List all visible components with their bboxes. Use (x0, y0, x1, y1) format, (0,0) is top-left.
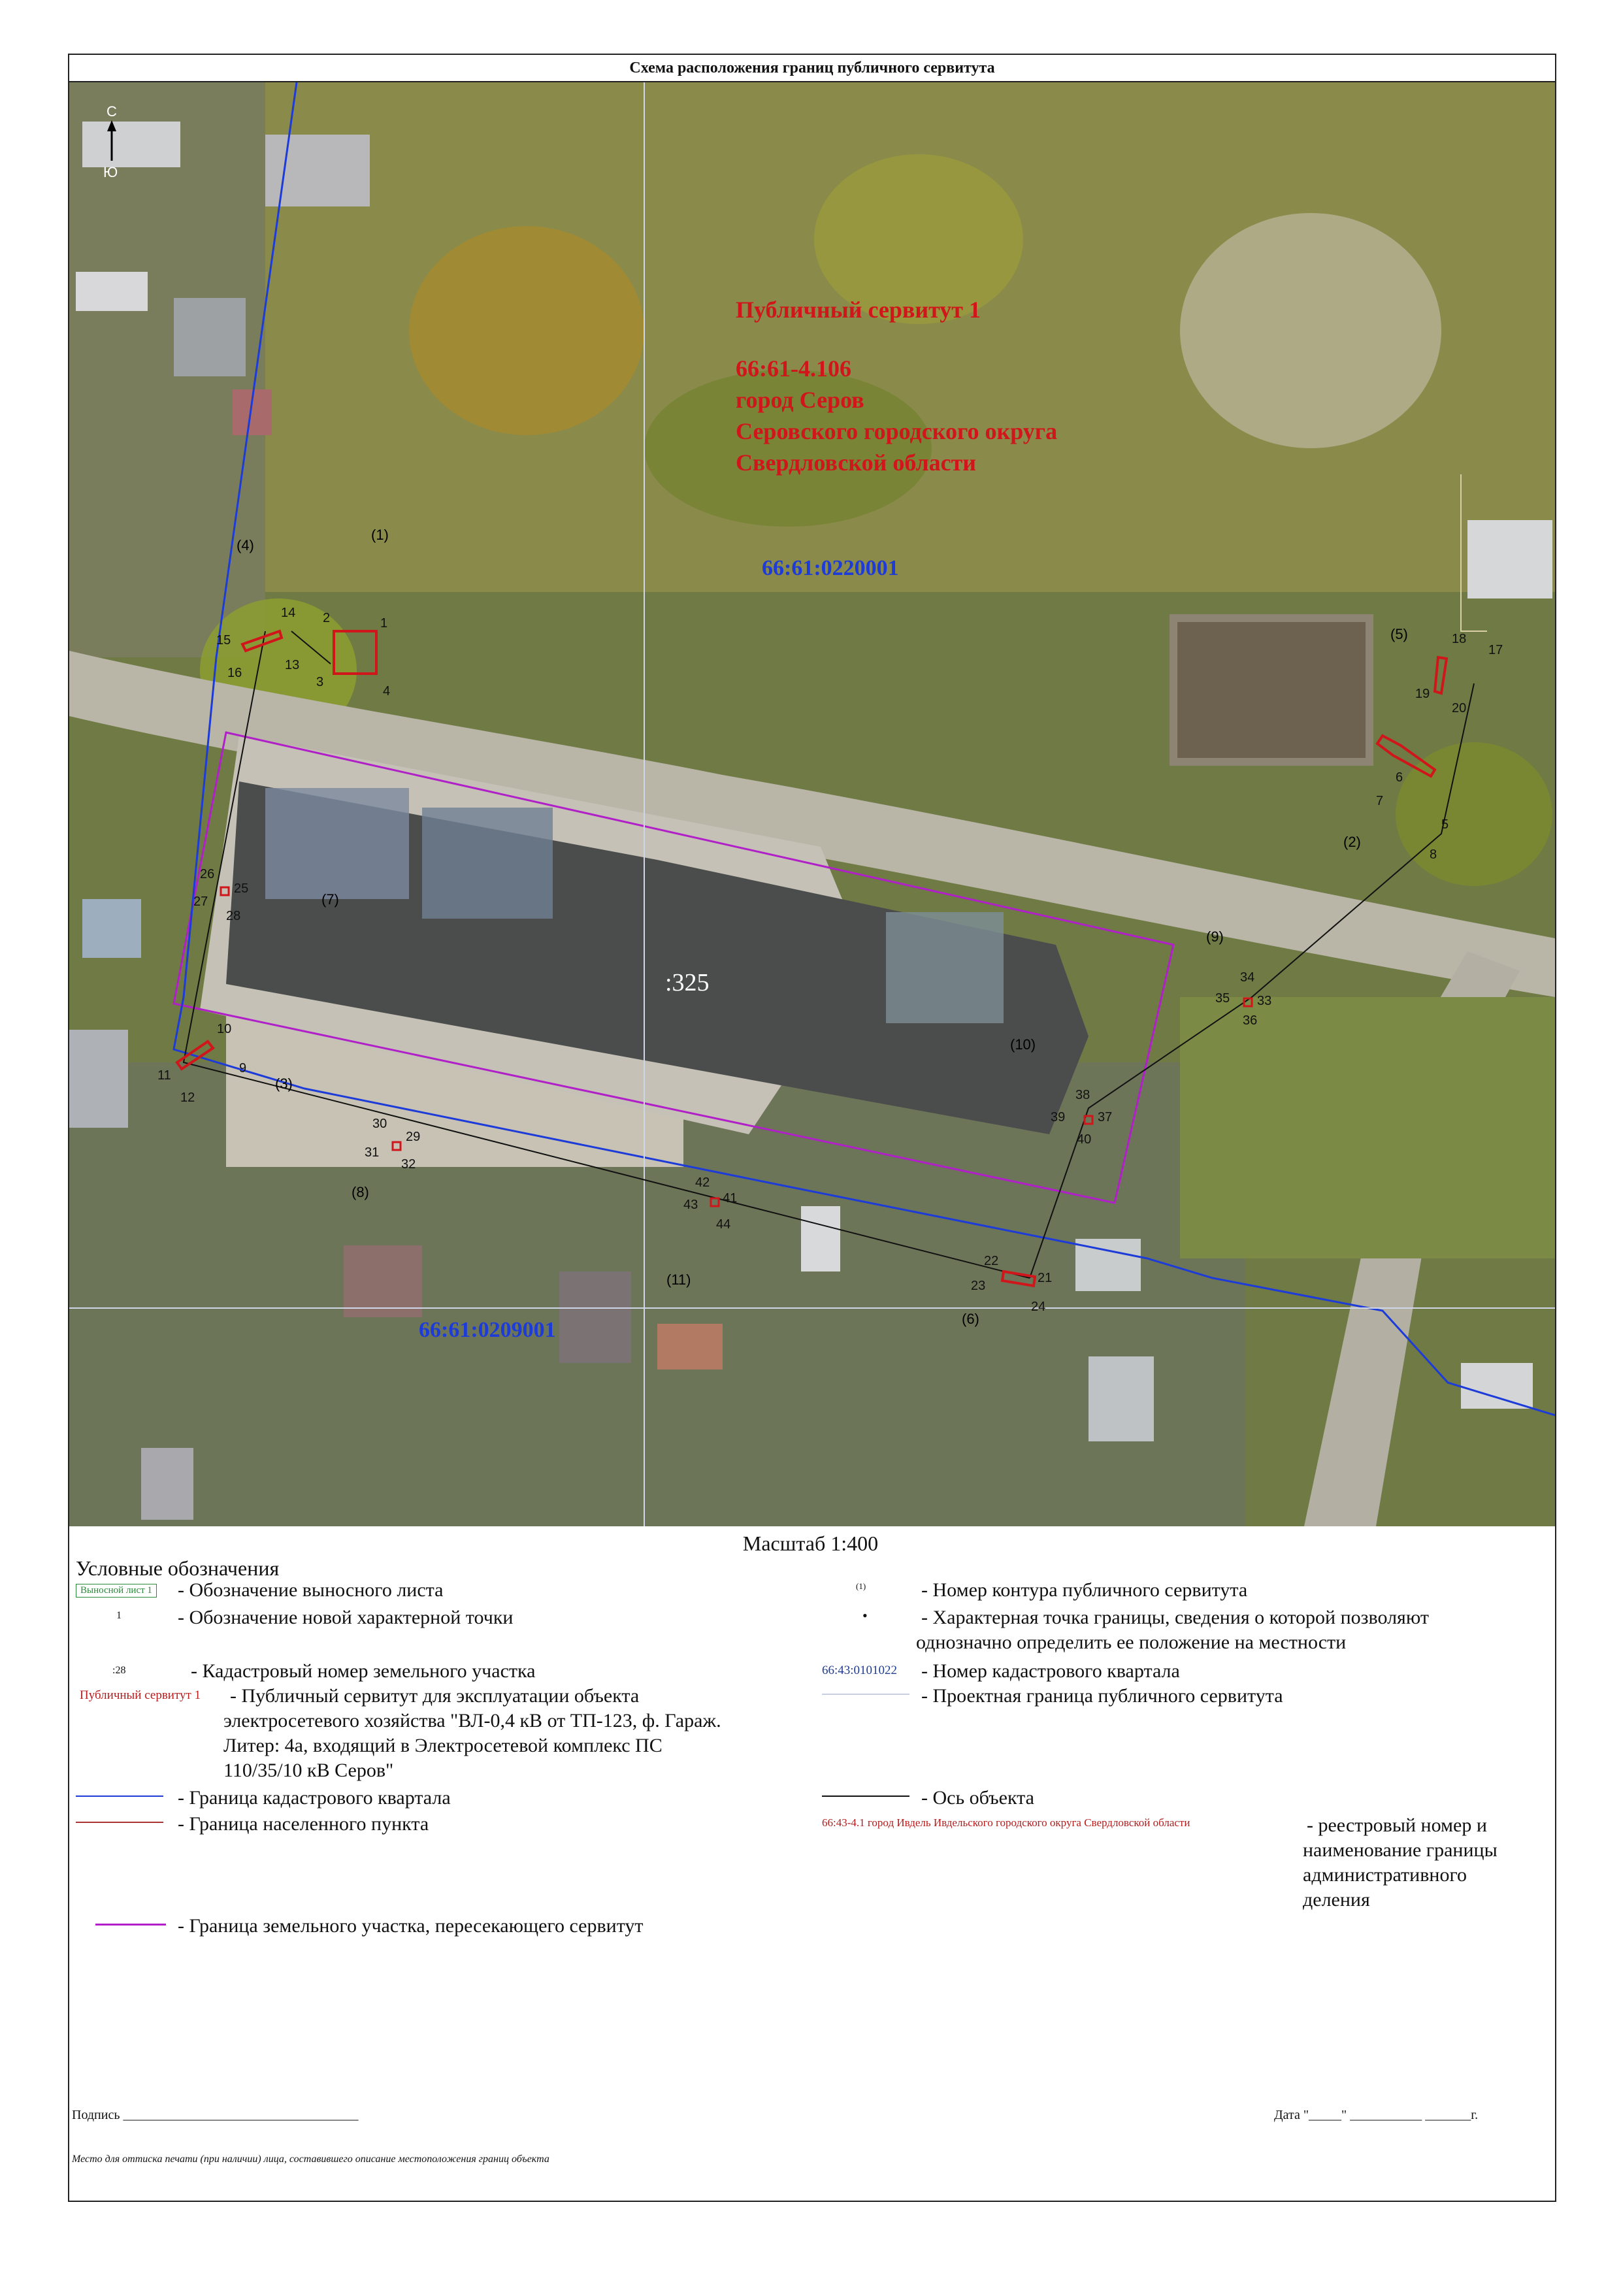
point-label: 41 (723, 1191, 738, 1205)
legend-admin-text: деления (1303, 1889, 1370, 1911)
legend-quarter-sample: 66:43:0101022 (822, 1664, 898, 1677)
point-label: 42 (695, 1175, 710, 1190)
point-label: 44 (716, 1217, 731, 1232)
point-label: 25 (234, 881, 249, 896)
point-label: 35 (1215, 991, 1230, 1006)
point-label: 21 (1038, 1271, 1053, 1285)
legend-contour-text: - Номер контура публичного сервитута (921, 1579, 1248, 1601)
point-label: 22 (984, 1254, 999, 1268)
point-label: 27 (193, 894, 208, 909)
house-roof (82, 122, 180, 167)
house-roof (82, 899, 141, 958)
legend-admin-sample: 66:43-4.1 город Ивдель Ивдельского городского округа Свердловской области (822, 1816, 1190, 1829)
legend-servitude-text: 110/35/10 кВ Серов" (223, 1760, 394, 1781)
legend-settlement-line (76, 1822, 163, 1823)
point-label: 30 (372, 1117, 387, 1131)
legend-sheet-text: - Обозначение выносного листа (178, 1579, 444, 1601)
point-label: 3 (316, 675, 324, 689)
contour-number: (9) (1206, 928, 1224, 945)
contour-number: (2) (1343, 834, 1361, 850)
point-label: 36 (1243, 1013, 1258, 1028)
legend-project-line (822, 1694, 909, 1695)
servitude-line: Свердловской области (736, 450, 977, 476)
point-label: 14 (281, 606, 296, 620)
legend-quarter-text: - Номер кадастрового квартала (921, 1660, 1180, 1682)
contour-number: (4) (237, 537, 254, 553)
point-label: 5 (1441, 817, 1449, 832)
point-label: 31 (365, 1145, 380, 1160)
house-roof (657, 1324, 723, 1369)
legend-point-sample: 1 (116, 1610, 122, 1621)
point-label: 17 (1488, 643, 1503, 657)
signature-field: Подпись ____________________________________ (72, 2108, 359, 2122)
contour-number: (10) (1010, 1036, 1036, 1053)
map-canvas (69, 82, 1555, 1526)
house-roof (1461, 1363, 1533, 1409)
legend-char-point-text: однозначно определить ее положение на местности (916, 1632, 1347, 1653)
house-roof (1089, 1356, 1154, 1441)
legend-quarter-line (76, 1796, 163, 1797)
point-label: 1 (380, 616, 388, 631)
tree-crown (409, 226, 644, 435)
servitude-title: Публичный сервитут 1 (736, 297, 981, 323)
point-label: 26 (200, 867, 215, 881)
servitude-line: Серовского городского округа (736, 418, 1058, 444)
parcel-label: :325 (665, 969, 710, 996)
garage-roof-panel (422, 808, 553, 919)
point-label: 12 (180, 1091, 195, 1105)
point-label: 28 (226, 909, 241, 923)
point-label: 24 (1031, 1300, 1046, 1314)
legend-parcel-line (95, 1924, 166, 1926)
legend-servitude-text: - Публичный сервитут для эксплуатации объекта (230, 1685, 640, 1707)
point-label: 2 (323, 611, 331, 625)
house-roof (559, 1271, 631, 1363)
map-scale: Масштаб 1:400 (742, 1532, 879, 1555)
legend-axis-line (822, 1796, 909, 1797)
legend-contour-sample: (1) (856, 1581, 866, 1591)
legend-admin-text: наименование границы (1303, 1839, 1498, 1861)
point-label: 10 (217, 1022, 232, 1036)
burned-house (1173, 618, 1369, 762)
contour-number: (8) (352, 1184, 369, 1200)
page-title: Схема расположения границ публичного сервитута (68, 54, 1556, 82)
point-label: 9 (239, 1061, 247, 1075)
legend-sheet-sample: Выносной лист 1 (76, 1584, 157, 1598)
garage-roof-panel (265, 788, 409, 899)
point-label: 20 (1452, 701, 1467, 715)
point-label: 11 (157, 1068, 171, 1083)
legend-parcel-line-text: - Граница земельного участка, пересекающего сервитут (178, 1915, 644, 1937)
legend-quarter-line-text: - Граница кадастрового квартала (178, 1787, 451, 1809)
south-label: Ю (103, 164, 118, 180)
contour-number: (1) (371, 527, 389, 543)
north-label: С (106, 103, 117, 120)
legend-servitude-sample: Публичный сервитут 1 (80, 1688, 201, 1702)
date-field: Дата "_____" ___________ _______г. (1274, 2108, 1479, 2122)
legend-servitude-text: электросетевого хозяйства "ВЛ-0,4 кВ от ТП-123, ф. Гараж. (223, 1710, 721, 1731)
point-label: 34 (1240, 970, 1255, 985)
contour-number: (11) (666, 1271, 691, 1288)
legend-parcel-text: - Кадастровый номер земельного участка (191, 1660, 536, 1682)
point-label: 8 (1430, 847, 1437, 862)
point-label: 13 (285, 658, 300, 672)
point-label: 7 (1376, 794, 1384, 808)
point-label: 15 (216, 633, 231, 648)
point-label: 23 (971, 1279, 986, 1293)
servitude-line: 66:61-4.106 (736, 355, 851, 382)
legend-parcel-sample: :28 (112, 1665, 126, 1676)
point-label: 18 (1452, 632, 1467, 646)
point-label: 38 (1075, 1088, 1090, 1102)
legend-point-text: - Обозначение новой характерной точки (178, 1607, 514, 1628)
house-roof (174, 298, 246, 376)
point-label: 29 (406, 1130, 421, 1144)
point-label: 6 (1396, 770, 1403, 785)
point-label: 37 (1098, 1110, 1113, 1124)
house-roof (801, 1206, 840, 1271)
point-label: 40 (1077, 1132, 1092, 1147)
house-roof (76, 272, 148, 311)
legend-admin-text: административного (1303, 1864, 1467, 1886)
house-roof (1467, 520, 1552, 599)
aerial-map (69, 82, 1555, 1526)
legend-settlement-line-text: - Граница населенного пункта (178, 1813, 429, 1835)
contour-number: (5) (1390, 626, 1408, 642)
point-label: 43 (683, 1198, 698, 1212)
point-label: 32 (401, 1157, 416, 1172)
quarter-label-bottom: 66:61:0209001 (419, 1318, 556, 1342)
contour-number: (7) (321, 891, 339, 908)
tree-crown (1396, 742, 1552, 886)
meadow (1180, 997, 1555, 1258)
house-roof (141, 1448, 193, 1520)
legend-servitude-text: Литер: 4а, входящий в Электросетевой комплекс ПС (223, 1735, 663, 1756)
house-roof (344, 1245, 422, 1317)
point-label: 4 (383, 684, 391, 698)
point-label: 33 (1257, 994, 1272, 1008)
point-label: 39 (1051, 1110, 1066, 1124)
stamp-note: Место для оттиска печати (при наличии) лица, составившего описание местоположения границ объекта (72, 2154, 549, 2165)
point-label: 19 (1415, 687, 1430, 701)
tree-crown (1180, 213, 1441, 448)
legend-char-point-icon: • (862, 1607, 868, 1624)
quarter-label-top: 66:61:0220001 (762, 556, 899, 580)
legend-axis-text: - Ось объекта (921, 1787, 1034, 1809)
contour-number: (6) (962, 1311, 979, 1327)
legend-admin-text: - реестровый номер и (1307, 1814, 1487, 1836)
point-label: 16 (227, 666, 242, 680)
garage-roof-panel (886, 912, 1004, 1023)
contour-number: (3) (275, 1075, 293, 1092)
legend-char-point-text: - Характерная точка границы, сведения о которой позволяют (921, 1607, 1429, 1628)
house-roof (69, 1030, 128, 1128)
legend-title: Условные обозначения (76, 1556, 280, 1580)
legend-project-text: - Проектная граница публичного сервитута (921, 1685, 1283, 1707)
servitude-line: город Серов (736, 387, 864, 413)
